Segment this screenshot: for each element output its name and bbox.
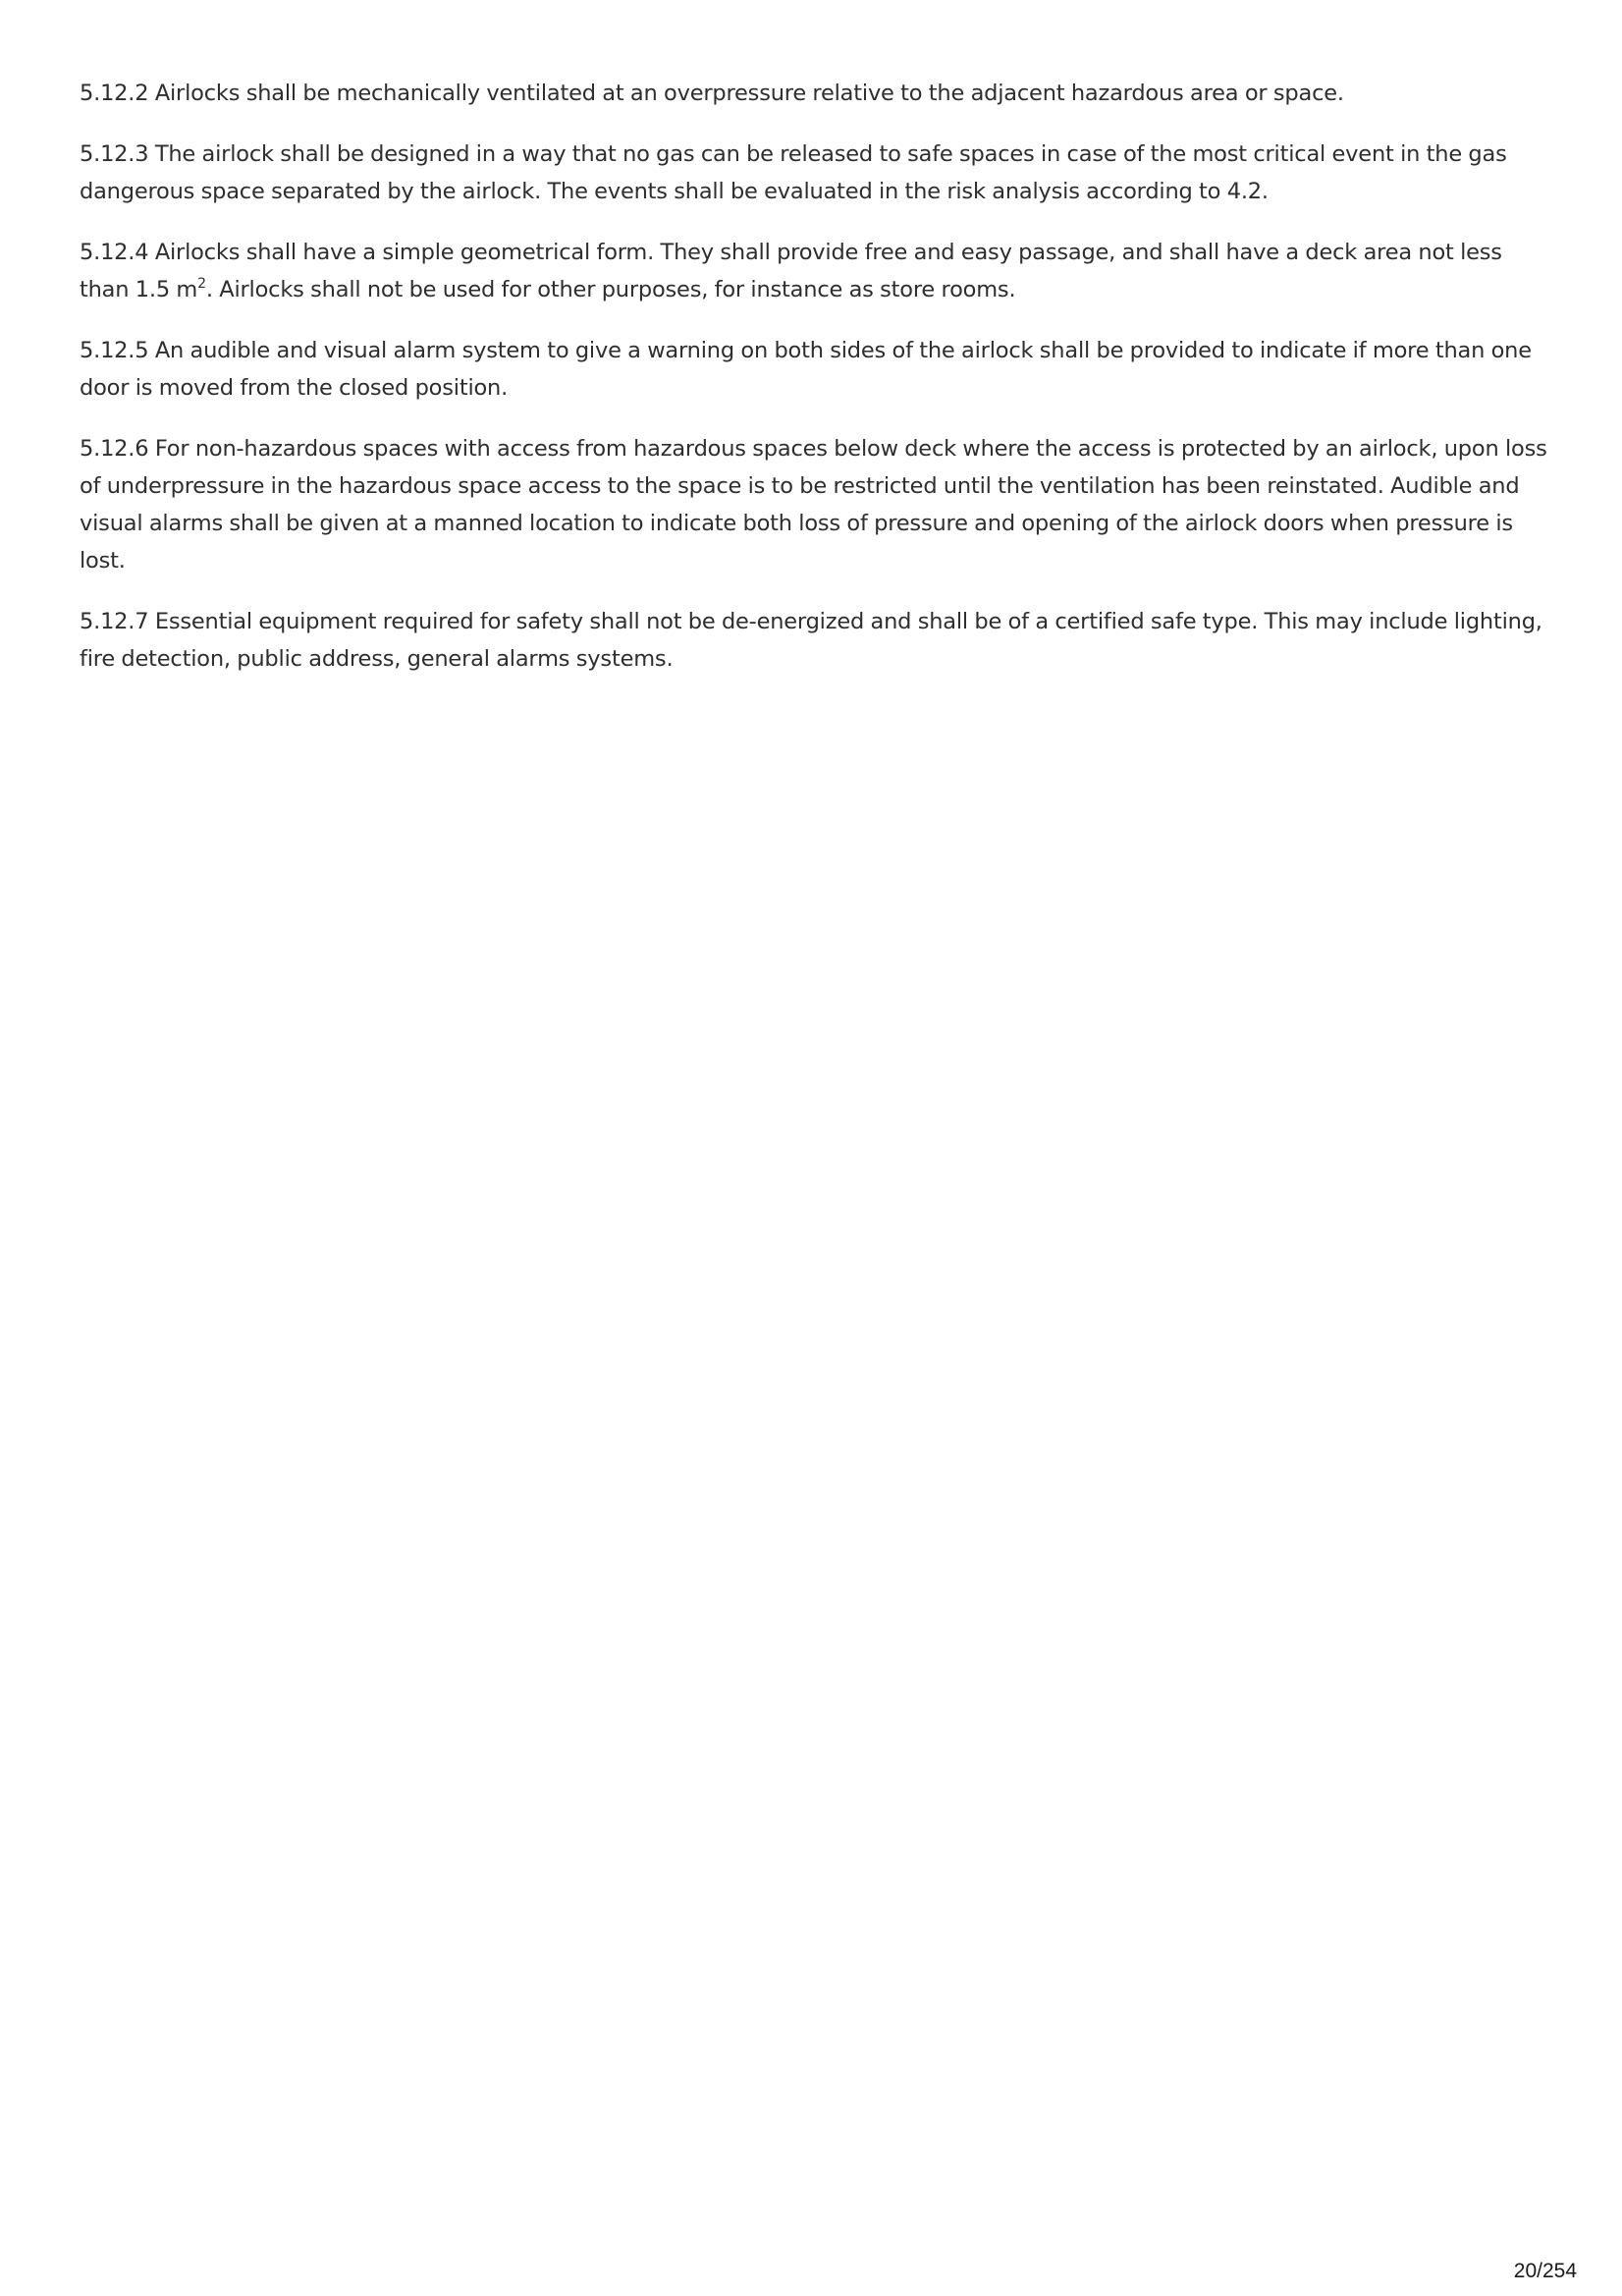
page-number: 20/254 bbox=[1513, 2260, 1577, 2282]
paragraph-5-12-7: 5.12.7 Essential equipment required for safety shall not be de-energized and shall be of a certified safe type. This may include lighting, fire detection, public address, general alarms systems. bbox=[80, 609, 1542, 672]
paragraph-5-12-4 bbox=[80, 234, 1552, 308]
superscript-squared: 2 bbox=[197, 276, 206, 292]
document-body bbox=[80, 75, 1552, 701]
paragraph-5-12-5: 5.12.5 An audible and visual alarm system to give a warning on both sides of the airlock shall be provided to indicate if more than one door is moved from the closed position. bbox=[80, 338, 1532, 401]
paragraph-5-12-2: 5.12.2 Airlocks shall be mechanically ventilated at an overpressure relative to the adjacent hazardous area or space. bbox=[80, 81, 1344, 106]
paragraph-5-12-4-text-before: 5.12.4 Airlocks shall have a simple geometrical form. They shall provide free and easy passage, and shall have a deck area not less than 1.5 m bbox=[80, 240, 1502, 302]
paragraph-5-12-3: 5.12.3 The airlock shall be designed in a way that no gas can be released to safe spaces in case of the most critical event in the gas dangerous space separated by the airlock. The events shall be evaluated in the risk analysis according to 4.2. bbox=[80, 141, 1507, 204]
paragraph-5-12-6: 5.12.6 For non-hazardous spaces with access from hazardous spaces below deck where the access is protected by an airlock, upon loss of underpressure in the hazardous space access to the space is to be restricted until the ventilation has been reinstated. Audible and visual alarms shall be given at a manned location to indicate both loss of pressure and opening of the airlock doors when pressure is lost. bbox=[80, 436, 1547, 574]
paragraph-5-12-4-text-after: . Airlocks shall not be used for other purposes, for instance as store rooms. bbox=[205, 277, 1016, 302]
